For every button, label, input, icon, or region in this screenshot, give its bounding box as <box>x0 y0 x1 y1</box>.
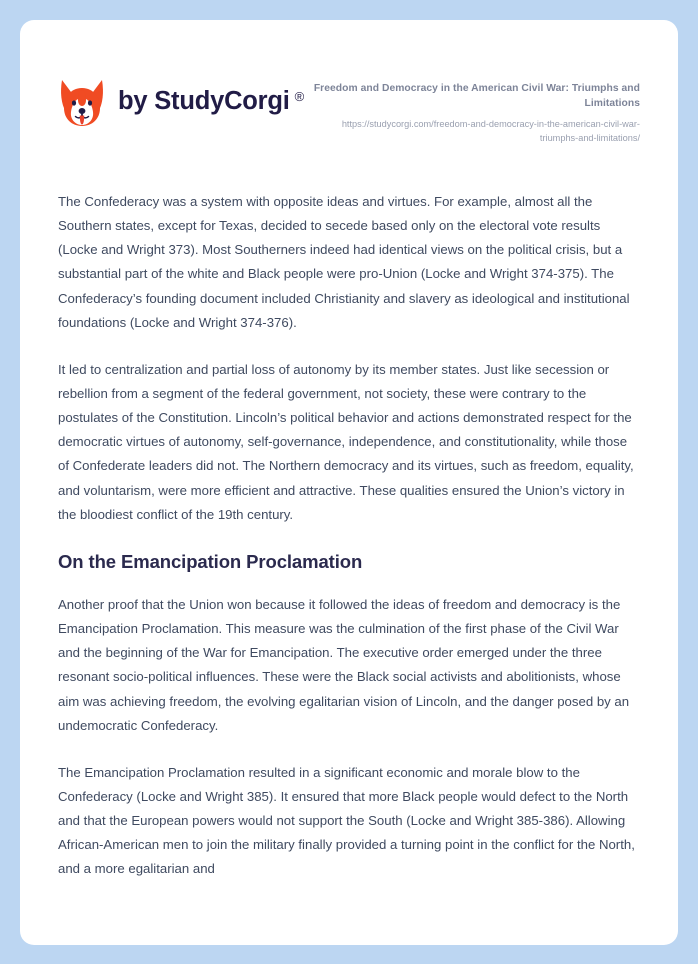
body-paragraph: The Confederacy was a system with opposite ideas and virtues. For example, almost all the Southern states, except for Texas, decided to secede based only on the electoral vote results (Locke and Wright 373). Most Southerners indeed had identical views on the political crisis, but a substantial part of the white and Black people were pro-Union (Locke and Wright 374-375). The Confederacy’s founding document included Christianity and slavery as ideological and institutional foundations (Locke and Wright 374-376). <box>58 193 630 330</box>
document-page-card <box>20 20 678 945</box>
body-paragraph: Another proof that the Union won because it followed the ideas of freedom and democracy is the Emancipation Proclamation. This measure was the culmination of the first phase of the Civil War and the beginning of the War for Emancipation. The executive order emerged under the three resonant socio-political influences. These were the Black social activists and abolitionists, whose aim was achieving freedom, the evolving egalitarian vision of Lincoln, and the danger posed by an undemocratic Confederacy. <box>58 596 630 733</box>
source-url[interactable]: https://studycorgi.com/freedom-and-democracy-in-the-american-civil-war-triumphs-and-limitations/ <box>341 119 640 143</box>
document-body <box>20 190 678 882</box>
studycorgi-brand[interactable] <box>58 70 304 128</box>
brand-wordmark-text: by StudyCorgi <box>118 87 290 116</box>
page-title: Freedom and Democracy in the American Civil War: Triumphs and Limitations <box>313 83 640 109</box>
section-heading: On the Emancipation Proclamation <box>58 550 363 572</box>
body-paragraph: The Emancipation Proclamation resulted in a significant economic and morale blow to the Confederacy (Locke and Wright 385). It ensured that more Black people would defect to the North and that the European powers would not support the South (Locke and Wright 385-386). Allowing African-American men to join the military finally provided a turning point in the conflict for the North, and a more egalitarian and <box>58 764 635 877</box>
body-paragraph: It led to centralization and partial loss of autonomy by its member states. Just like secession or rebellion from a segment of the federal government, not society, these were contrary to the postulates of the Constitution. Lincoln’s political behavior and actions demonstrated respect for the democratic virtues of autonomy, self-governance, independence, and constitutionality, while those of Confederate leaders did not. The Northern democracy and its virtues, such as freedom, equality, and voluntarism, were more efficient and attractive. These qualities ensured the Union’s victory in the bloodiest conflict of the 19th century. <box>58 361 634 522</box>
registered-trademark-icon: ® <box>294 89 305 105</box>
brand-wordmark <box>118 89 304 115</box>
corgi-face-icon <box>58 76 106 128</box>
document-meta <box>310 70 640 145</box>
document-header <box>20 20 678 145</box>
